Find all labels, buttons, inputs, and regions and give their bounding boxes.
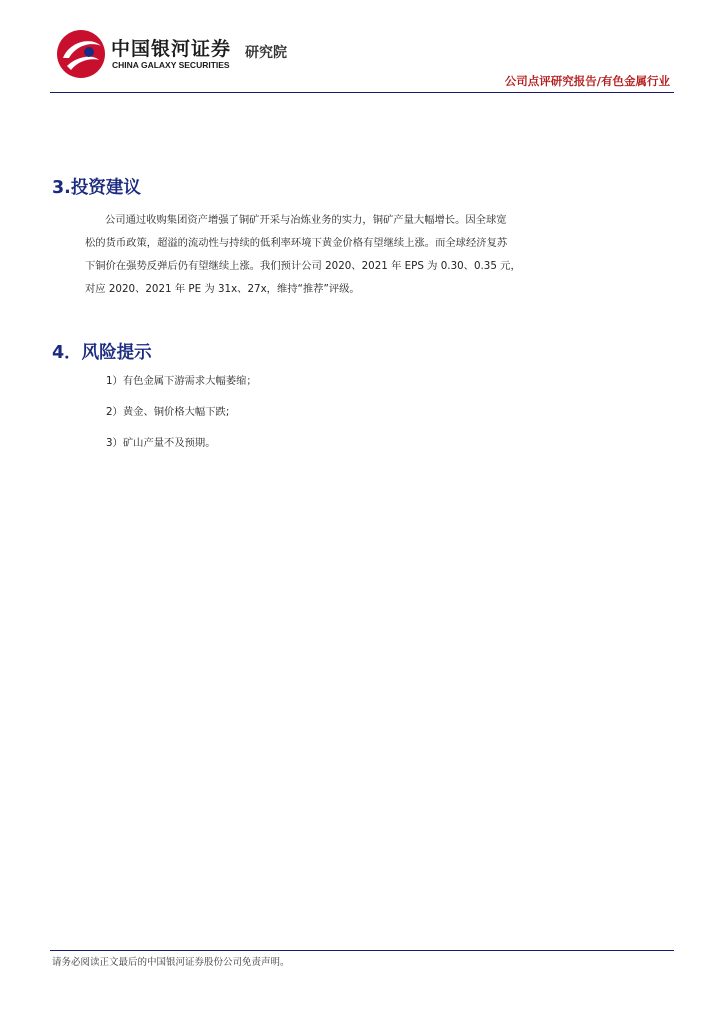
header-divider bbox=[50, 92, 674, 93]
paragraph-line: 对应 2020、2021 年 PE 为 31x、27x，维持“推荐”评级。 bbox=[85, 283, 360, 295]
company-logo bbox=[55, 28, 315, 80]
page-header bbox=[0, 0, 724, 100]
risk-list bbox=[106, 373, 257, 466]
report-type-title: 公司点评研究报告/有色金属行业 bbox=[504, 74, 670, 88]
logo-chinese-name: 中国银河证券 bbox=[111, 38, 232, 60]
list-item: 1）有色金属下游需求大幅萎缩； bbox=[106, 375, 257, 387]
galaxy-logo-icon bbox=[55, 28, 107, 80]
section-heading-investment: 3.投资建议 bbox=[52, 178, 141, 198]
list-item: 2）黄金、铜价格大幅下跌; bbox=[106, 406, 230, 418]
investment-paragraph bbox=[85, 209, 605, 301]
paragraph-line: 下铜价在强势反弹后仍有望继续上涨。我们预计公司 2020、2021 年 EPS 为 0.30、0.35 元， bbox=[85, 260, 521, 272]
section-heading-risk: 4．风险提示 bbox=[52, 343, 152, 363]
logo-institute-label: 研究院 bbox=[245, 45, 287, 61]
paragraph-line: 松的货币政策，超溢的流动性与持续的低利率环境下黄金价格有望继续上涨。而全球经济复苏 bbox=[85, 237, 508, 249]
list-item: 3）矿山产量不及预期。 bbox=[106, 437, 216, 449]
logo-english-name: CHINA GALAXY SECURITIES bbox=[112, 60, 230, 70]
footer-disclaimer: 请务必阅读正文最后的中国银河证券股份公司免责声明。 bbox=[52, 957, 290, 968]
paragraph-line: 公司通过收购集团资产增强了铜矿开采与冶炼业务的实力，铜矿产量大幅增长。因全球宽 bbox=[105, 214, 507, 226]
footer-divider bbox=[50, 950, 674, 951]
